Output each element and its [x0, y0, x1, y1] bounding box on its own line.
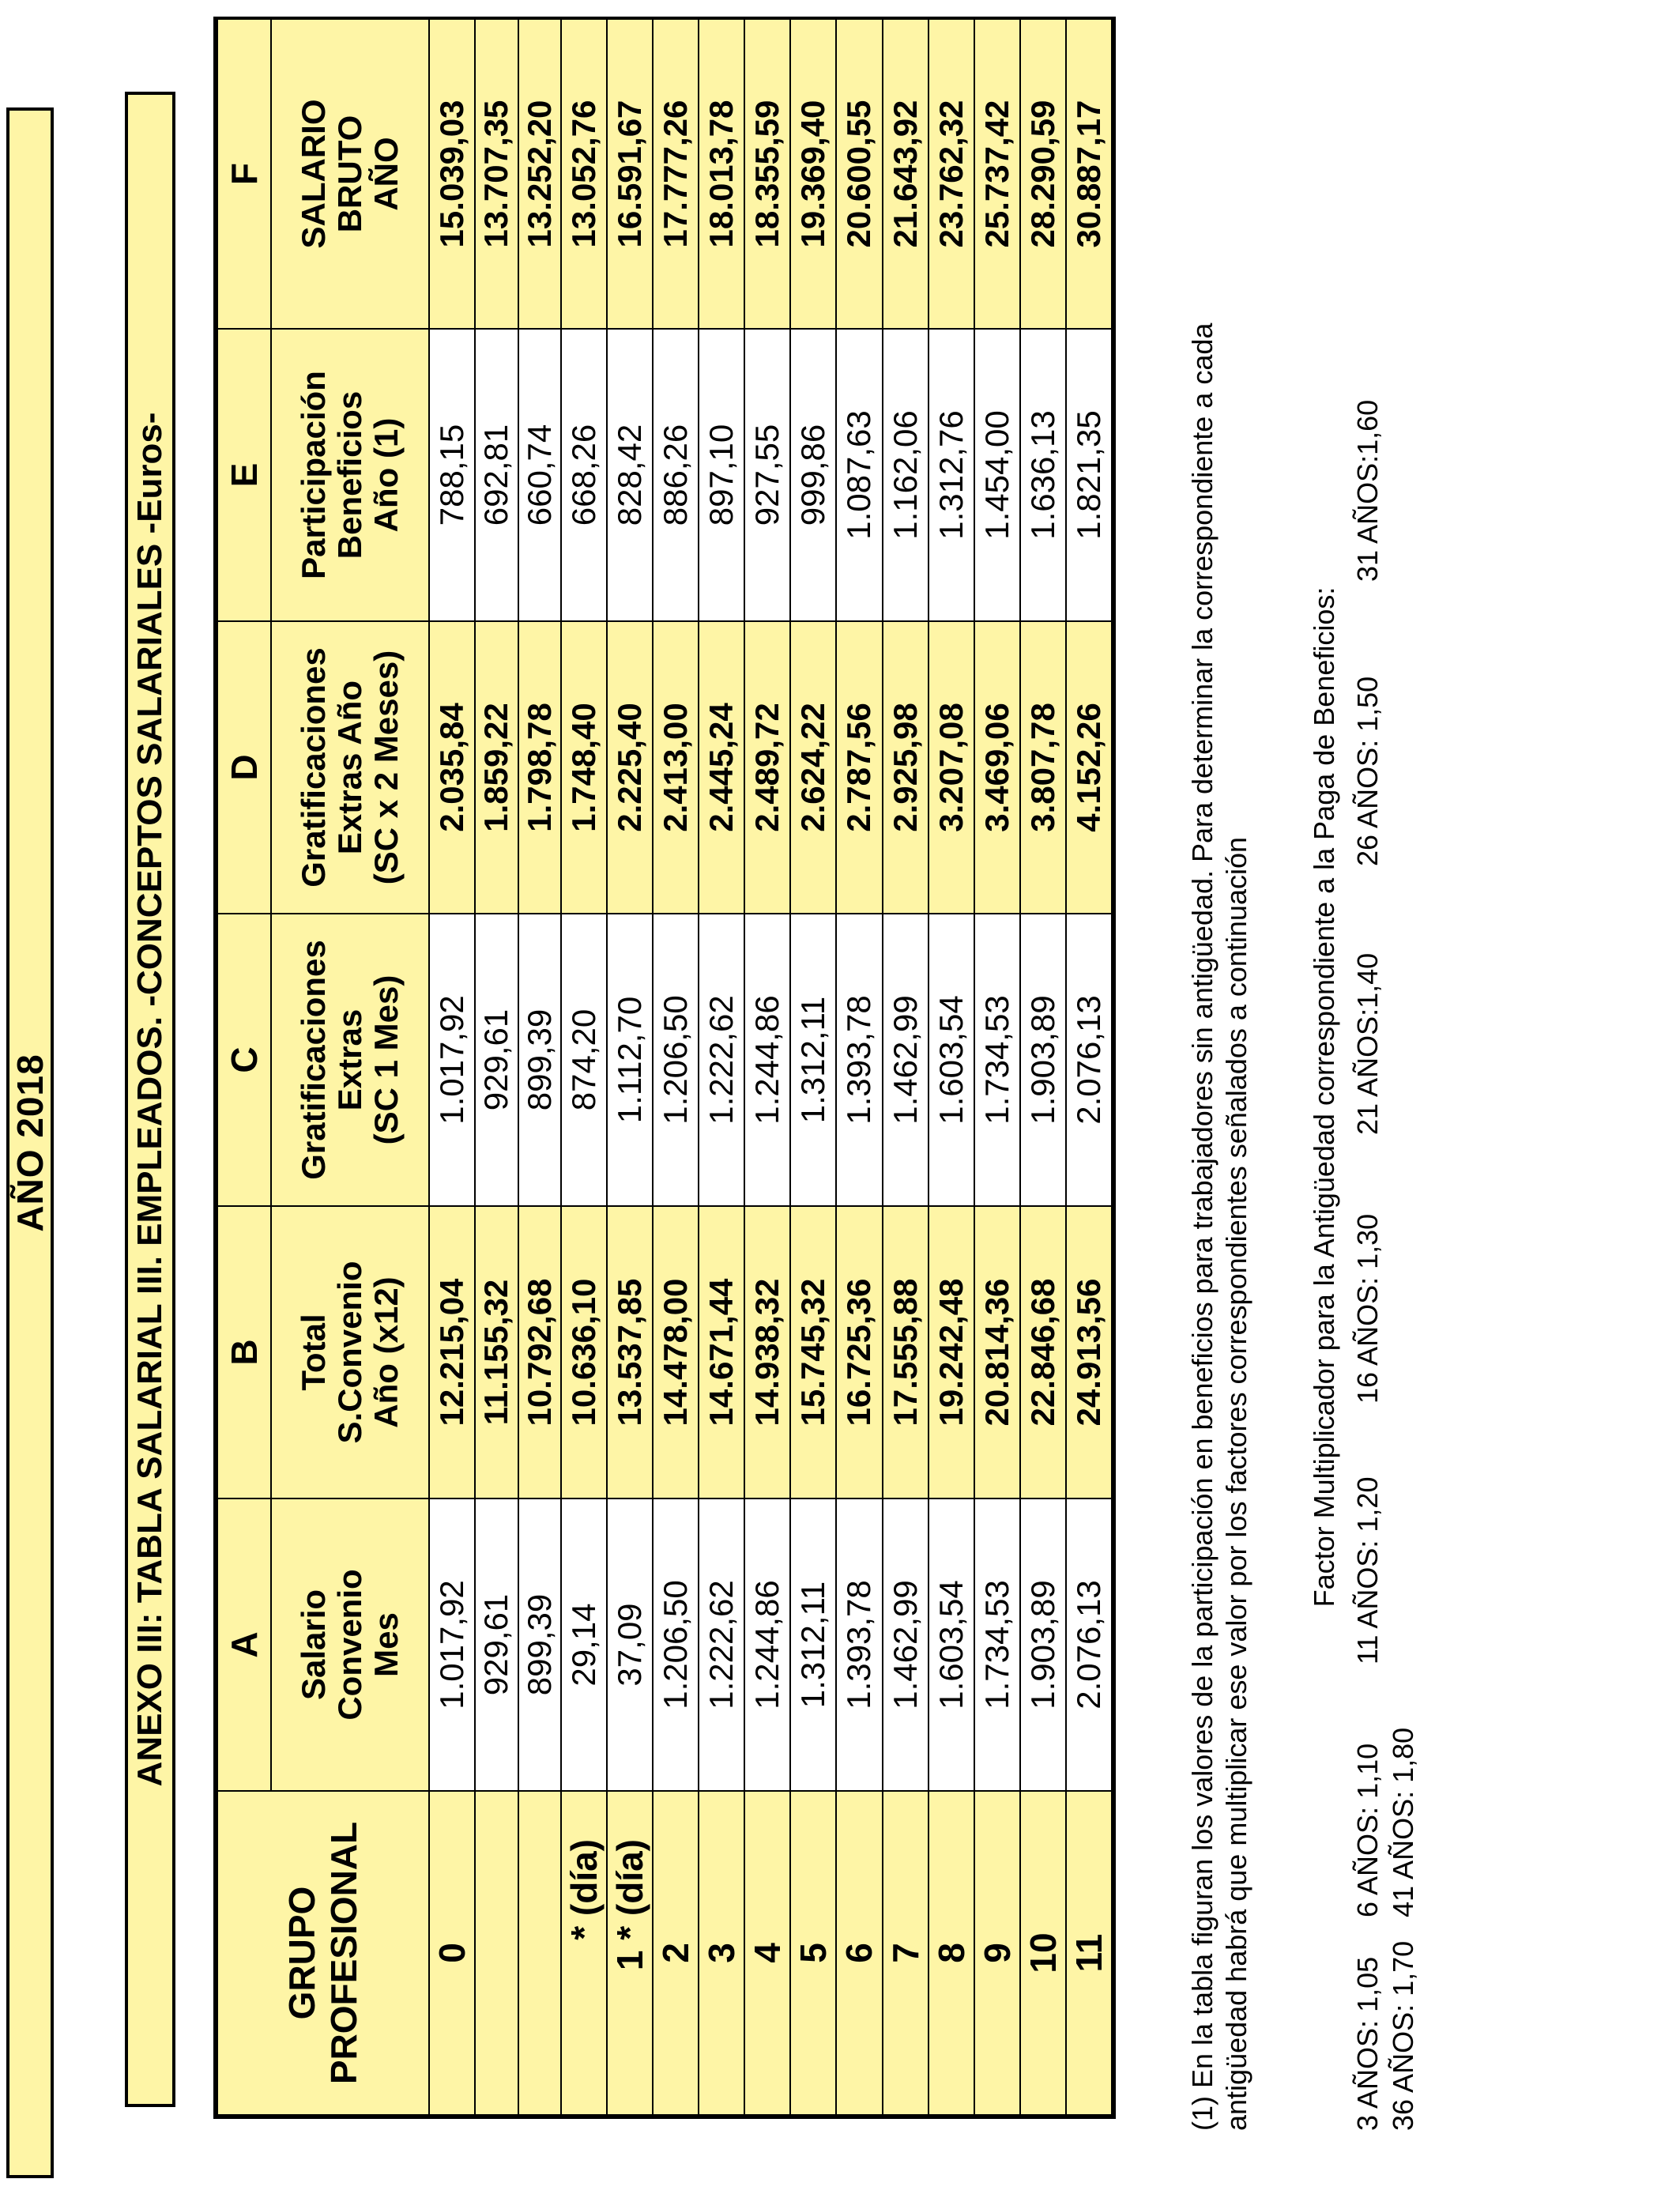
value-cell-f: 19.369,40: [790, 19, 836, 329]
value-cell-b: 11.155,32: [475, 1206, 518, 1498]
value-cell-c: 1.903,89: [1020, 914, 1066, 1206]
value-cell-f: 13.052,76: [561, 19, 607, 329]
factor-item: 31 AÑOS:1,60: [1351, 399, 1384, 582]
column-header-line: (SC x 2 Meses): [367, 650, 405, 885]
group-cell: 9: [974, 1791, 1020, 2115]
group-cell: 11: [1066, 1791, 1112, 2115]
value-cell-c: 874,20: [561, 914, 607, 1206]
value-cell-b: 16.725,36: [836, 1206, 882, 1498]
value-cell-b: 24.913,56: [1066, 1206, 1112, 1498]
value-cell-d: 2.035,84: [429, 621, 475, 914]
value-cell-c: 1.603,54: [929, 914, 974, 1206]
value-cell-a: 1.206,50: [653, 1498, 699, 1791]
footnote-line: antigüedad habrá que multiplicar ese valor por los factores correspondientes señalados a continuación: [1220, 836, 1253, 2131]
value-cell-f: 28.290,59: [1020, 19, 1066, 329]
value-cell-c: 1.017,92: [429, 914, 475, 1206]
value-cell-f: 15.039,03: [429, 19, 475, 329]
footnote-line: (1) En la tabla figuran los valores de la participación en beneficios para trabajadores sin antigüedad. Para determinar la correspondiente a cada: [1186, 322, 1219, 2131]
value-cell-b: 15.745,32: [790, 1206, 836, 1498]
table-row: [1066, 19, 1112, 2115]
value-cell-e: 828,42: [607, 329, 653, 621]
value-cell-a: 1.734,53: [974, 1498, 1020, 1791]
table-row: [1020, 19, 1066, 2115]
group-cell: 2: [653, 1791, 699, 2115]
value-cell-d: 2.225,40: [607, 621, 653, 914]
group-cell: 10: [1020, 1791, 1066, 2115]
value-cell-e: 788,15: [429, 329, 475, 621]
value-cell-a: 929,61: [475, 1498, 518, 1791]
column-header: [271, 914, 429, 1206]
value-cell-d: 3.207,08: [929, 621, 974, 914]
value-cell-c: 1.244,86: [744, 914, 790, 1206]
column-header: [271, 621, 429, 914]
column-header-line: SALARIO: [294, 99, 332, 249]
value-cell-a: 1.017,92: [429, 1498, 475, 1791]
factors-line-2: [1387, 1664, 1420, 2131]
value-cell-b: 13.537,85: [607, 1206, 653, 1498]
value-cell-b: 17.555,88: [883, 1206, 929, 1498]
column-header-line: Convenio: [330, 1569, 368, 1721]
value-cell-e: 692,81: [475, 329, 518, 621]
value-cell-d: 2.489,72: [744, 621, 790, 914]
value-cell-c: 1.312,11: [790, 914, 836, 1206]
group-cell: [518, 1791, 561, 2115]
value-cell-f: 20.600,55: [836, 19, 882, 329]
factor-item: 21 AÑOS:1,40: [1351, 952, 1384, 1135]
value-cell-d: 2.787,56: [836, 621, 882, 914]
column-header-line: Beneficios: [330, 390, 368, 560]
group-cell: 5: [790, 1791, 836, 2115]
value-cell-c: 1.112,70: [607, 914, 653, 1206]
column-header: [271, 19, 429, 329]
table-row: [607, 19, 653, 2115]
value-cell-b: 14.938,32: [744, 1206, 790, 1498]
table-row: [653, 19, 699, 2115]
value-cell-e: 1.821,35: [1066, 329, 1112, 621]
value-cell-a: 1.903,89: [1020, 1498, 1066, 1791]
table-row: [475, 19, 518, 2115]
factor-item: 26 AÑOS: 1,50: [1351, 676, 1384, 866]
group-header: [217, 1791, 429, 2115]
table-row: [929, 19, 974, 2115]
column-header-line: Mes: [367, 1612, 405, 1677]
column-header-line: Extras: [330, 1008, 368, 1111]
group-cell: 3: [699, 1791, 744, 2115]
factor-item: 6 AÑOS: 1,10: [1351, 1743, 1384, 1917]
column-header-line: Gratificaciones: [294, 647, 332, 888]
group-cell: 7: [883, 1791, 929, 2115]
value-cell-c: 1.462,99: [883, 914, 929, 1206]
salary-table: [213, 17, 1116, 2119]
value-cell-e: 660,74: [518, 329, 561, 621]
column-header-line: Extras Año: [330, 680, 368, 855]
value-cell-a: 1.222,62: [699, 1498, 744, 1791]
value-cell-b: 14.478,00: [653, 1206, 699, 1498]
value-cell-a: 1.462,99: [883, 1498, 929, 1791]
table-row: [974, 19, 1020, 2115]
table-row: [429, 19, 475, 2115]
value-cell-b: 10.792,68: [518, 1206, 561, 1498]
value-cell-c: 1.222,62: [699, 914, 744, 1206]
value-cell-a: 2.076,13: [1066, 1498, 1112, 1791]
value-cell-e: 927,55: [744, 329, 790, 621]
value-cell-e: 1.162,06: [883, 329, 929, 621]
col-letter: A: [217, 1498, 271, 1791]
value-cell-f: 13.707,35: [475, 19, 518, 329]
value-cell-a: 1.393,78: [836, 1498, 882, 1791]
value-cell-f: 13.252,20: [518, 19, 561, 329]
value-cell-c: 1.393,78: [836, 914, 882, 1206]
year-title: AÑO 2018: [6, 107, 54, 2178]
value-cell-a: 1.244,86: [744, 1498, 790, 1791]
table-row: [790, 19, 836, 2115]
group-cell: 1 * (día): [607, 1791, 653, 2115]
value-cell-e: 1.087,63: [836, 329, 882, 621]
value-cell-e: 886,26: [653, 329, 699, 621]
value-cell-e: 999,86: [790, 329, 836, 621]
factor-title: Factor Multiplicador para la Antigüedad correspondiente a la Paga de Beneficios:: [1308, 586, 1340, 1608]
column-header-line: Participación: [294, 371, 332, 579]
value-cell-b: 19.242,48: [929, 1206, 974, 1498]
column-header-line: (SC 1 Mes): [367, 974, 405, 1145]
value-cell-c: 1.734,53: [974, 914, 1020, 1206]
col-letter: D: [217, 621, 271, 914]
value-cell-e: 1.312,76: [929, 329, 974, 621]
column-header-line: Año (x12): [367, 1276, 405, 1428]
value-cell-d: 2.925,98: [883, 621, 929, 914]
factor-item: 16 AÑOS: 1,30: [1351, 1213, 1384, 1404]
value-cell-d: 2.413,00: [653, 621, 699, 914]
value-cell-f: 23.762,32: [929, 19, 974, 329]
value-cell-d: 1.859,22: [475, 621, 518, 914]
value-cell-c: 899,39: [518, 914, 561, 1206]
factor-item: 3 AÑOS: 1,05: [1351, 1956, 1384, 2131]
value-cell-e: 1.454,00: [974, 329, 1020, 621]
value-cell-f: 18.013,78: [699, 19, 744, 329]
col-letter: E: [217, 329, 271, 621]
column-header-line: AÑO: [367, 137, 405, 211]
value-cell-b: 14.671,44: [699, 1206, 744, 1498]
value-cell-f: 17.777,26: [653, 19, 699, 329]
group-cell: 6: [836, 1791, 882, 2115]
value-cell-c: 929,61: [475, 914, 518, 1206]
col-letter: F: [217, 19, 271, 329]
factor-item: 41 AÑOS: 1,80: [1387, 1727, 1419, 1917]
group-cell: 0: [429, 1791, 475, 2115]
value-cell-e: 1.636,13: [1020, 329, 1066, 621]
value-cell-a: 1.603,54: [929, 1498, 974, 1791]
column-header-line: BRUTO: [330, 115, 368, 233]
column-header-line: Salario: [294, 1589, 332, 1701]
column-header: [271, 329, 429, 621]
table-title: ANEXO III: TABLA SALARIAL III. EMPLEADOS. -CONCEPTOS SALARIALES -Euros-: [125, 92, 175, 2107]
table-row: [561, 19, 607, 2115]
column-header: [271, 1206, 429, 1498]
value-cell-e: 897,10: [699, 329, 744, 621]
factor-item: 11 AÑOS: 1,20: [1351, 1476, 1384, 1664]
factor-item: 36 AÑOS: 1,70: [1387, 1940, 1419, 2131]
column-header-line: Gratificaciones: [294, 940, 332, 1180]
group-cell: [475, 1791, 518, 2115]
value-cell-d: 2.624,22: [790, 621, 836, 914]
value-cell-d: 1.798,78: [518, 621, 561, 914]
table-row: [836, 19, 882, 2115]
column-header-line: S.Convenio: [330, 1261, 368, 1444]
value-cell-d: 1.748,40: [561, 621, 607, 914]
value-cell-a: 1.312,11: [790, 1498, 836, 1791]
factors-line-1: [1351, 345, 1384, 2131]
table-row: [518, 19, 561, 2115]
value-cell-b: 10.636,10: [561, 1206, 607, 1498]
group-cell: 4: [744, 1791, 790, 2115]
table-row: [699, 19, 744, 2115]
col-letter: B: [217, 1206, 271, 1498]
value-cell-d: 3.807,78: [1020, 621, 1066, 914]
value-cell-e: 668,26: [561, 329, 607, 621]
column-header-line: Año (1): [367, 417, 405, 533]
table-row: [744, 19, 790, 2115]
value-cell-f: 16.591,67: [607, 19, 653, 329]
value-cell-a: 29,14: [561, 1498, 607, 1791]
value-cell-f: 21.643,92: [883, 19, 929, 329]
group-cell: * (día): [561, 1791, 607, 2115]
column-header: [271, 1498, 429, 1791]
value-cell-d: 4.152,26: [1066, 621, 1112, 914]
value-cell-a: 37,09: [607, 1498, 653, 1791]
footnote: [1185, 76, 1253, 2131]
value-cell-b: 12.215,04: [429, 1206, 475, 1498]
group-header-line: PROFESIONAL: [323, 1821, 364, 2085]
value-cell-c: 2.076,13: [1066, 914, 1112, 1206]
value-cell-b: 20.814,36: [974, 1206, 1020, 1498]
col-letter: C: [217, 914, 271, 1206]
group-cell: 8: [929, 1791, 974, 2115]
value-cell-a: 899,39: [518, 1498, 561, 1791]
table-row: [883, 19, 929, 2115]
value-cell-f: 30.887,17: [1066, 19, 1112, 329]
value-cell-d: 3.469,06: [974, 621, 1020, 914]
group-header-line: GRUPO: [281, 1886, 323, 2020]
value-cell-f: 18.355,59: [744, 19, 790, 329]
value-cell-d: 2.445,24: [699, 621, 744, 914]
value-cell-f: 25.737,42: [974, 19, 1020, 329]
value-cell-c: 1.206,50: [653, 914, 699, 1206]
value-cell-b: 22.846,68: [1020, 1206, 1066, 1498]
column-header-line: Total: [294, 1314, 332, 1391]
